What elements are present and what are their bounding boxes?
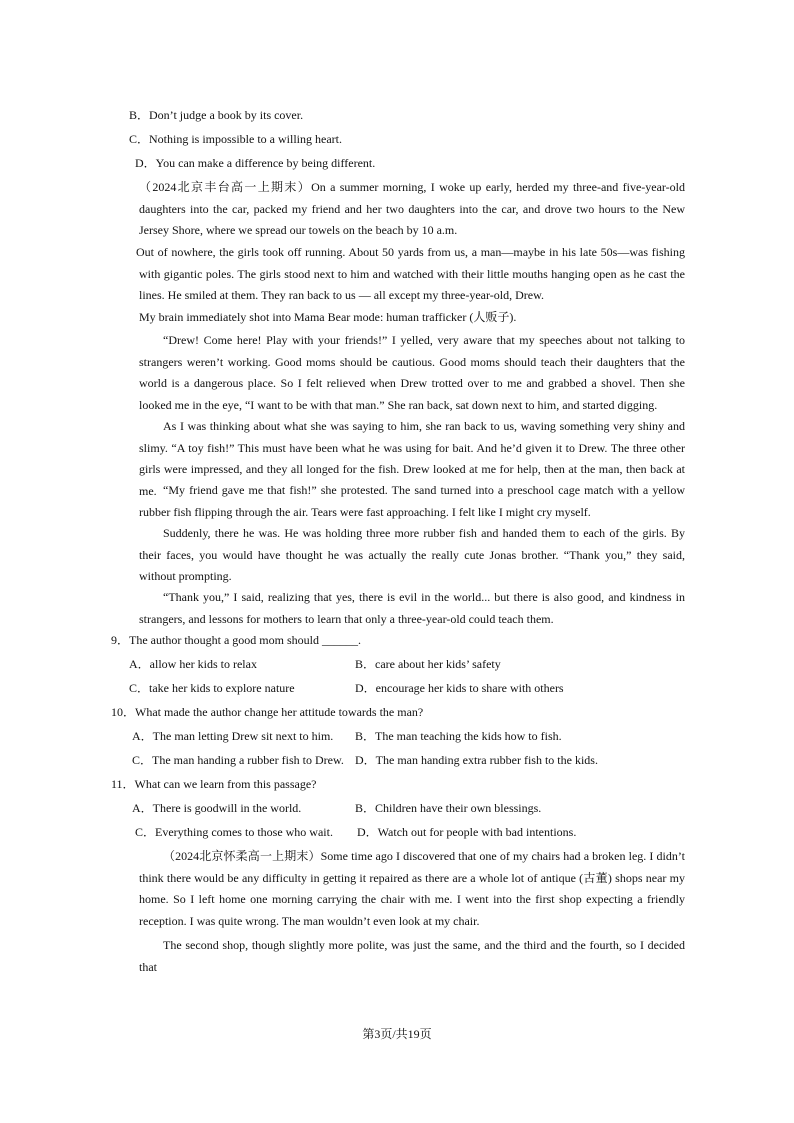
passage1-paragraph-7 <box>139 523 685 588</box>
passage1-paragraph-4 <box>139 330 685 416</box>
passage1-paragraph-6-text: “My friend gave me that fish!” she protested. The sand turned into a preschool cage match with a yellow rubber fish flipping through the air. Tears were fast approaching. I felt like I might cry myself. <box>139 483 685 519</box>
question-11-stem: 11．What can we learn from this passage? <box>111 777 317 791</box>
passage1-paragraph-3 <box>139 307 685 329</box>
page-number-footer: 第3页/共19页 <box>362 1027 432 1041</box>
passage1-paragraph-2 <box>136 242 685 307</box>
passage2-paragraph-1 <box>139 846 685 932</box>
option-b-prev: B．Don’t judge a book by its cover. <box>129 108 304 122</box>
question-9-option-a: A．allow her kids to relax <box>129 657 257 671</box>
question-11-option-d: D．Watch out for people with bad intentions. <box>357 825 577 839</box>
question-11-option-a: A．There is goodwill in the world. <box>132 801 302 815</box>
question-11-option-c: C．Everything comes to those who wait. <box>135 825 333 839</box>
question-10-option-c: C．The man handing a rubber fish to Drew. <box>132 753 344 767</box>
passage2-paragraph-1-text: （2024北京怀柔高一上期末）Some time ago I discovered that one of my chairs had a broken leg. I didn’t think there would be any difficulty in getting it repaired as there are a whole lot of antique (古董) shops near my home. So I left home one morning carrying the chair with me. I went into the first shop expecting a friendly reception. I was quite wrong. The man wouldn’t even look at my chair. <box>139 849 685 928</box>
question-10-stem: 10．What made the author change her attitude towards the man? <box>111 705 424 719</box>
passage1-paragraph-4-text: “Drew! Come here! Play with your friends!” I yelled, very aware that my speeches about not talking to strangers weren’t working. Good moms should be cautious. Good moms should teach their daughters that the world is a dangerous place. So I felt relieved when Drew trotted over to me and grabbed a shovel. Then she looked me in the eye, “I want to be with that man.” She ran back, sat down next to him, and started digging. <box>139 333 685 412</box>
option-d-prev: D．You can make a difference by being different. <box>135 156 376 170</box>
passage1-paragraph-5-text: As I was thinking about what she was saying to him, she ran back to us, waving something very shiny and slimy. “A toy fish!” This must have been what he was using for bait. And he’d given it to Drew. The three other girls were impressed, and they all longed for the fish. Drew looked at me for help, then at the man, then back at me. <box>139 419 685 498</box>
option-c-prev: C．Nothing is impossible to a willing heart. <box>129 132 342 146</box>
passage2-paragraph-2 <box>139 935 685 974</box>
passage1-paragraph-2-text: Out of nowhere, the girls took off running. About 50 yards from us, a man—maybe in his late 50s—was fishing with gigantic poles. The girls stood next to him and watched with their little mouths hanging open as he cast the lines. He smiled at them. They ran back to us — all except my three-year-old, Drew. <box>136 245 685 302</box>
question-9-option-d: D．encourage her kids to share with others <box>355 681 564 695</box>
passage1-paragraph-3-text: My brain immediately shot into Mama Bear mode: human trafficker (人贩子). <box>139 310 517 324</box>
passage1-paragraph-1: （2024北京丰台高一上期末）On a summer morning, I woke up early, herded my three-and five-year-old daughters into the car, packed my friend and her two daughters into the car, and drove two hours to the New Jersey Shore, where we spread our towels on the beach by 10 a.m. <box>139 180 685 237</box>
passage1-paragraph-8 <box>139 587 685 630</box>
question-9-stem: 9．The author thought a good mom should ______. <box>111 633 361 647</box>
passage1-paragraph-7-text: Suddenly, there he was. He was holding three more rubber fish and handed them to each of the girls. By their faces, you would have thought he was actually the really cute Jonas brother. “Thank you,” they said, without prompting. <box>139 526 685 583</box>
question-11-option-b: B．Children have their own blessings. <box>355 801 542 815</box>
question-10-option-b: B．The man teaching the kids how to fish. <box>355 729 562 743</box>
passage1-paragraph-6 <box>139 480 685 523</box>
question-9-option-c: C．take her kids to explore nature <box>129 681 295 695</box>
question-9-option-b: B．care about her kids’ safety <box>355 657 501 671</box>
question-10-option-d: D．The man handing extra rubber fish to the kids. <box>355 753 598 767</box>
question-10-option-a: A．The man letting Drew sit next to him. <box>132 729 334 743</box>
passage1-paragraph-8-text: “Thank you,” I said, realizing that yes, there is evil in the world... but there is also good, and kindness in strangers, and lessons for mothers to learn that only a three-year-old could teach them. <box>139 590 685 626</box>
passage2-paragraph-2-text: The second shop, though slightly more polite, was just the same, and the third and the fourth, so I decided that <box>139 938 685 974</box>
